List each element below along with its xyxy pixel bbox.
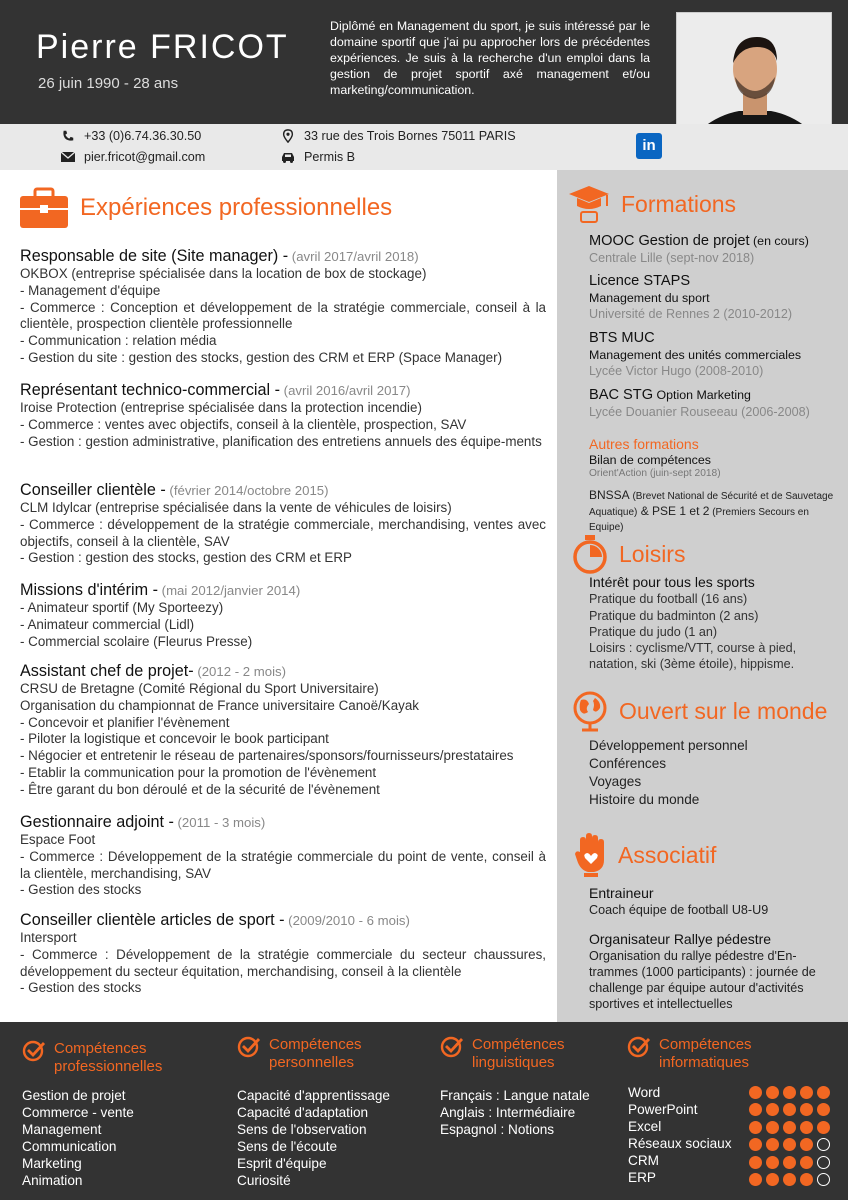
formation-staps <box>589 272 839 322</box>
monde-item: Histoire du monde <box>589 792 700 807</box>
formation-bac <box>589 386 839 420</box>
skills-ling-list <box>440 1087 590 1138</box>
skills-ling-subtitle: linguistiques <box>472 1054 555 1071</box>
rating-dot <box>817 1121 830 1134</box>
job-line: - Gestion des stocks <box>20 980 142 996</box>
check-circle-icon <box>627 1036 651 1058</box>
rating-dot <box>749 1156 762 1169</box>
rating-dot <box>783 1173 796 1186</box>
monde-item: Voyages <box>589 774 642 789</box>
job-line: - Communication : relation média <box>20 333 217 349</box>
formation-note: (en cours) <box>749 234 809 248</box>
skills-pro-list <box>22 1087 134 1189</box>
job-line: - Être garant du bon déroulé et de la sécurité de l'évènement <box>20 781 380 797</box>
experience-item <box>20 380 546 450</box>
experience-item <box>20 580 546 650</box>
loisirs-title: Loisirs <box>619 540 686 567</box>
address-item <box>280 129 516 143</box>
skills-info-heading <box>627 1036 752 1072</box>
experience-item <box>20 812 546 899</box>
other-formations-title: Autres formations <box>589 436 699 452</box>
skill-item: Esprit d'équipe <box>237 1156 327 1171</box>
stopwatch-icon <box>571 534 609 574</box>
briefcase-icon <box>18 186 70 230</box>
formation-subtitle: Management du sport <box>589 291 710 305</box>
job-title: Conseiller clientèle - <box>20 481 166 499</box>
pse-separator: & <box>637 504 653 518</box>
rating-dot <box>766 1121 779 1134</box>
skill-item: Espagnol : Notions <box>440 1122 555 1137</box>
rating-dot <box>766 1173 779 1186</box>
job-line: Intersport <box>20 930 77 945</box>
job-date: (mai 2012/janvier 2014) <box>158 583 301 598</box>
formation-title: Licence STAPS <box>589 273 691 289</box>
job-title: Missions d'intérim - <box>20 581 159 599</box>
job-title: Assistant chef de projet- <box>20 662 194 680</box>
job-line: - Négocier et entretenir le réseau de partenaires/sponsors/fournisseurs/prestataires <box>20 748 514 764</box>
job-date: (février 2014/octobre 2015) <box>165 483 329 498</box>
loisirs-headline: Intérêt pour tous les sports <box>589 574 755 590</box>
postal-address: 33 rue des Trois Bornes 75011 PARIS <box>304 129 516 143</box>
globe-icon <box>571 690 609 732</box>
experience-item <box>20 910 546 997</box>
skills-info-list <box>628 1084 732 1186</box>
loisirs-item: Pratique du judo (1 an) <box>589 624 718 639</box>
job-line: - Gestion des stocks <box>20 882 142 898</box>
skill-item: Français : Langue natale <box>440 1088 590 1103</box>
skill-item: Réseaux sociaux <box>628 1136 732 1151</box>
skill-item: Communication <box>22 1139 117 1154</box>
email-address: pier.fricot@gmail.com <box>84 150 206 164</box>
experience-item <box>20 480 546 567</box>
job-line: - Commercial scolaire (Fleurus Presse) <box>20 633 253 649</box>
rating-dot <box>800 1086 813 1099</box>
job-line: Organisation du championnat de France universitaire Canoë/Kayak <box>20 697 419 713</box>
bnssa-note: (Brevet National de Sécurité et de Sauvetage Aquatique) <box>589 491 834 518</box>
skill-item: PowerPoint <box>628 1102 698 1117</box>
bilan-place: Orient'Action (juin-sept 2018) <box>589 468 721 479</box>
skill-item: Management <box>22 1122 102 1137</box>
graduation-cap-icon <box>567 182 611 226</box>
rating-dot <box>817 1086 830 1099</box>
skill-item: Curiosité <box>237 1173 291 1188</box>
formation-place: Centrale Lille (sept-nov 2018) <box>589 251 755 265</box>
associatif-desc: Coach équipe de football U8-U9 <box>589 903 769 918</box>
job-line: - Commerce : Conception et développement de la stratégie commerciale, conseil à la clientèle, prospection clientèle professionnelle <box>20 299 546 332</box>
job-line: - Gestion : gestion administrative, planification des entretiens annuels des équipe-ments <box>20 433 542 449</box>
formation-mooc <box>589 232 839 266</box>
rating-dot <box>817 1173 830 1186</box>
skill-item: Word <box>628 1085 661 1100</box>
formation-title: MOOC Gestion de projet <box>589 233 750 249</box>
rating-dot <box>800 1173 813 1186</box>
job-line: - Commerce : Développement de la stratégie commerciale du secteur chaussures, développement du secteur équitation, merchandising, conseil à la clientèle <box>20 946 546 979</box>
envelope-icon <box>60 150 76 164</box>
birth-date: 26 juin 1990 - 28 ans <box>38 75 179 92</box>
skills-perso-heading <box>237 1036 362 1072</box>
check-circle-icon <box>440 1036 464 1058</box>
profile-summary: Diplômé en Management du sport, je suis intéressé par le domaine sportif que j'ai pu approcher lors de précédentes expériences. Je suis à la recherche d'un emploi dans la gestion de projet sportif axé management et/ou marketing/communication. <box>330 19 650 97</box>
job-title: Gestionnaire adjoint - <box>20 813 174 831</box>
rating-dot <box>800 1121 813 1134</box>
skill-item: Commerce - vente <box>22 1105 134 1120</box>
check-circle-icon <box>22 1040 46 1062</box>
skills-ling-heading <box>440 1036 565 1072</box>
job-line: OKBOX (entreprise spécialisée dans la location de box de stockage) <box>20 266 427 281</box>
phone-item[interactable] <box>60 129 201 143</box>
rating-dot <box>766 1086 779 1099</box>
job-line: Espace Foot <box>20 832 96 847</box>
formation-subtitle: Management des unités commerciales <box>589 348 802 362</box>
email-item[interactable] <box>60 150 205 164</box>
job-line: - Commerce : ventes avec objectifs, conseil à la clientèle, prospection, SAV <box>20 416 467 432</box>
monde-heading <box>571 690 827 732</box>
skill-item: ERP <box>628 1170 656 1185</box>
job-line: - Etablir la communication pour la promotion de l'évènement <box>20 764 377 780</box>
bnssa-title: BNSSA <box>589 488 630 502</box>
job-title: Responsable de site (Site manager) - <box>20 247 289 265</box>
associatif-title: Associatif <box>618 841 717 868</box>
pse-note: (Premiers Secours en Equipe) <box>589 507 809 533</box>
loisirs-item: Pratique du football (16 ans) <box>589 592 748 607</box>
skills-ling-title: Compétences <box>472 1036 565 1053</box>
monde-title: Ouvert sur le monde <box>619 697 828 724</box>
driving-license: Permis B <box>304 150 356 164</box>
loisirs-item: Pratique du badminton (2 ans) <box>589 608 759 623</box>
associatif-desc: Organisation du rallye pédestre d'En-trammes (1000 participants) : journée de challenge par équipe autour d'activités sportives et intellectuelles <box>589 949 816 1012</box>
job-line: - Animateur commercial (Lidl) <box>20 616 195 632</box>
loisirs-heading <box>571 534 685 574</box>
formation-title: BTS MUC <box>589 330 655 346</box>
other-formations <box>589 436 839 480</box>
skill-item: Capacité d'adaptation <box>237 1105 369 1120</box>
job-date: (2011 - 3 mois) <box>173 815 266 830</box>
loisirs-list <box>589 574 839 672</box>
skills-pro-subtitle: professionnelles <box>54 1058 163 1075</box>
skill-item: Capacité d'apprentissage <box>237 1088 390 1103</box>
skills-pro-title: Compétences <box>54 1040 147 1057</box>
job-line: CRSU de Bretagne (Comité Régional du Sport Universitaire) <box>20 681 379 696</box>
rating-dot <box>749 1121 762 1134</box>
skill-item: Gestion de projet <box>22 1088 126 1103</box>
associatif-role: Organisateur Rallye pédestre <box>589 930 772 947</box>
job-line: - Commerce : Développement de la stratégie commerciale du point de vente, conseil à la clientèle, merchandising, SAV <box>20 848 546 881</box>
monde-list <box>589 737 839 809</box>
loisirs-item: Loisirs : cyclisme/VTT, course à pied, natation, ski (3ème étoile), hippisme. <box>589 641 797 672</box>
job-title: Représentant technico-commercial - <box>20 381 281 399</box>
location-pin-icon <box>280 129 296 143</box>
job-date: (2009/2010 - 6 mois) <box>284 913 410 928</box>
job-date: (2012 - 2 mois) <box>193 664 287 679</box>
associatif-list <box>589 885 839 1012</box>
rating-dot <box>783 1156 796 1169</box>
rating-dot <box>800 1156 813 1169</box>
skills-pro-heading <box>22 1040 162 1076</box>
skills-info-title: Compétences <box>659 1036 752 1053</box>
monde-item: Développement personnel <box>589 738 748 753</box>
skill-item: Animation <box>22 1173 83 1188</box>
experience-item <box>20 246 546 367</box>
skills-perso-subtitle: personnelles <box>269 1054 355 1071</box>
hand-heart-icon <box>574 832 608 878</box>
rating-dot <box>783 1086 796 1099</box>
job-line: - Gestion du site : gestion des stocks, gestion des CRM et ERP (Space Manager) <box>20 349 503 365</box>
job-title: Conseiller clientèle articles de sport - <box>20 911 285 929</box>
phone-icon <box>60 129 76 143</box>
job-line: - Management d'équipe <box>20 282 161 298</box>
skills-info-subtitle: informatiques <box>659 1054 750 1071</box>
skills-perso-list <box>237 1087 390 1189</box>
formations-title: Formations <box>621 190 737 217</box>
skill-item: Sens de l'écoute <box>237 1139 338 1154</box>
formation-place: Lycée Victor Hugo (2008-2010) <box>589 364 764 378</box>
check-circle-icon <box>237 1036 261 1058</box>
formations-heading <box>567 182 736 226</box>
experience-item <box>20 661 546 799</box>
job-line: - Piloter la logistique et concevoir le book participant <box>20 731 329 747</box>
linkedin-icon[interactable]: in <box>636 133 662 159</box>
formation-note: Option Marketing <box>653 388 751 402</box>
job-line: - Concevoir et planifier l'évènement <box>20 714 230 730</box>
rating-dot <box>766 1156 779 1169</box>
job-line: Iroise Protection (entreprise spécialisée dans la protection incendie) <box>20 400 422 415</box>
rating-dot <box>749 1173 762 1186</box>
phone-number: +33 (0)6.74.36.30.50 <box>84 129 202 143</box>
job-line: - Gestion : gestion des stocks, gestion des CRM et ERP <box>20 550 352 566</box>
job-date: (avril 2017/avril 2018) <box>288 249 419 264</box>
skill-item: CRM <box>628 1153 659 1168</box>
job-line: - Animateur sportif (My Sporteezy) <box>20 600 224 615</box>
license-item <box>280 150 355 164</box>
associatif-heading <box>574 832 716 878</box>
skill-item: Sens de l'observation <box>237 1122 367 1137</box>
car-icon <box>280 150 296 164</box>
formation-place: Lycée Douanier Rouseeau (2006-2008) <box>589 405 810 419</box>
rating-dot <box>749 1086 762 1099</box>
experiences-heading <box>18 186 392 230</box>
formation-title: BAC STG <box>589 387 654 403</box>
candidate-name: Pierre FRICOT <box>36 28 289 66</box>
monde-item: Conférences <box>589 756 667 771</box>
skills-perso-title: Compétences <box>269 1036 362 1053</box>
skill-item: Marketing <box>22 1156 82 1171</box>
formation-bts <box>589 329 839 379</box>
skill-item: Excel <box>628 1119 662 1134</box>
associatif-role: Entraineur <box>589 885 654 901</box>
experiences-title: Expériences professionnelles <box>80 194 393 221</box>
job-line: CLM Idylcar (entreprise spécialisée dans la vente de véhicules de loisirs) <box>20 500 452 515</box>
job-line: - Commerce : développement de la stratégie commerciale, merchandising, ventes avec objectifs, conseil à la clientèle, SAV <box>20 516 546 549</box>
rating-dot <box>817 1156 830 1169</box>
pse-title: PSE 1 et 2 <box>652 504 710 518</box>
formation-place: Université de Rennes 2 (2010-2012) <box>589 307 793 321</box>
skill-item: Anglais : Intermédiaire <box>440 1105 576 1120</box>
job-date: (avril 2016/avril 2017) <box>280 383 411 398</box>
bilan-title: Bilan de compétences <box>589 453 711 467</box>
bnssa-pse <box>589 488 843 535</box>
rating-dot <box>783 1121 796 1134</box>
